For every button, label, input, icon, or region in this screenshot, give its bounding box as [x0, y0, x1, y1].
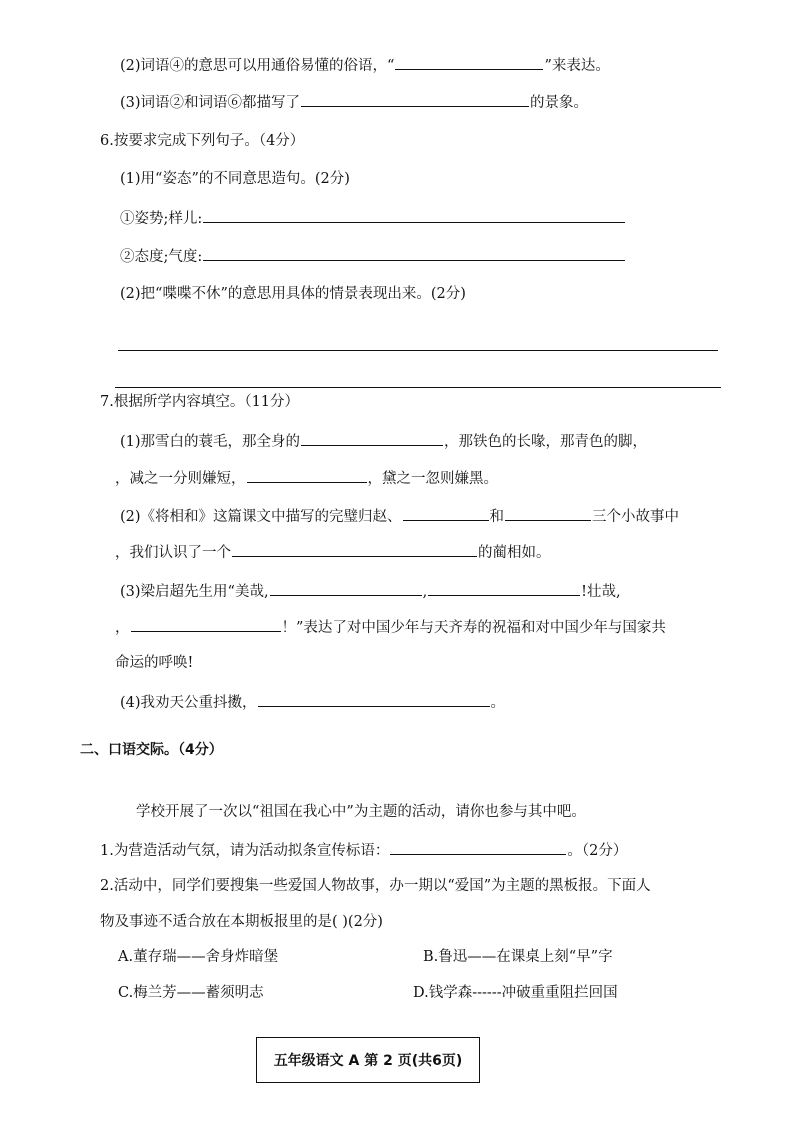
q5-sub3 [120, 91, 588, 113]
q7-line4-text: ，我们认识了一个 [115, 545, 231, 561]
answer-blank[interactable] [301, 91, 529, 107]
q5-sub3-text-end: 的景象。 [530, 95, 589, 111]
s2-q1 [100, 839, 627, 861]
answer-blank[interactable] [258, 691, 490, 707]
q7-title: 7.根据所学内容填空。（11分） [100, 394, 300, 410]
q7-line1-text: (1)那雪白的蓑毛，那全身的 [120, 434, 301, 450]
q7-line5-text: (3)梁启超先生用“美哉, [120, 584, 269, 600]
q7-line1-text-end: ，那铁色的长喙，那青色的脚， [444, 434, 648, 450]
q7-line3 [120, 505, 679, 527]
q7-line4 [115, 541, 551, 563]
q7-line5-comma: , [422, 584, 428, 600]
q5-sub2-text-end: ”来表达。 [544, 58, 610, 74]
answer-blank[interactable] [270, 580, 422, 596]
q6-meaning2-label: ②态度;气度: [120, 249, 203, 265]
answer-blank[interactable] [390, 839, 566, 855]
q7-line8-text-end: 。 [490, 695, 506, 711]
answer-blank[interactable] [232, 541, 477, 557]
answer-blank[interactable] [428, 580, 580, 596]
answer-blank[interactable] [203, 245, 625, 261]
q5-sub2-text: (2)词语④的意思可以用通俗易懂的俗语，“ [120, 58, 395, 74]
q7-line5-text-end: !壮哉, [581, 584, 621, 600]
q7-line8-text: (4)我劝天公重抖擞， [120, 695, 257, 711]
q7-line7: 命运的呼唤! [115, 655, 194, 671]
q7-line3-text-end: 三个小故事中 [592, 509, 680, 525]
q7-line1 [120, 430, 647, 452]
q7-line6 [115, 616, 666, 638]
q6-meaning1 [120, 207, 626, 229]
answer-blank[interactable] [301, 430, 443, 446]
answer-line[interactable] [118, 350, 718, 351]
answer-blank[interactable] [247, 467, 367, 483]
q6-meaning1-label: ①姿势;样儿: [120, 211, 203, 227]
q7-line2 [115, 467, 498, 489]
page-footer [256, 1037, 480, 1083]
section-intro: 学校开展了一次以“祖国在我心中”为主题的活动，请你也参与其中吧。 [136, 804, 586, 820]
answer-blank[interactable] [505, 505, 591, 521]
q7-line2-text: ，减之一分则嫌短， [115, 471, 246, 487]
q7-line4-text-end: 的蔺相如。 [478, 545, 551, 561]
q5-sub3-text: (3)词语②和词语⑥都描写了 [120, 95, 301, 111]
q5-sub2 [120, 54, 610, 76]
q7-line6-text-end: ！”表达了对中国少年与天齐寿的祝福和对中国少年与国家共 [281, 620, 666, 636]
q6-sub2: (2)把“喋喋不休”的意思用具体的情景表现出来。(2分) [120, 286, 466, 302]
answer-blank[interactable] [403, 505, 489, 521]
option-c: C.梅兰芳——蓄须明志 [118, 985, 264, 1001]
q6-title: 6.按要求完成下列句子。（4分） [100, 133, 305, 149]
page-number: 五年级语文 A 第 2 页(共6页) [273, 1053, 463, 1069]
answer-line[interactable] [115, 387, 721, 388]
option-d: D.钱学森------冲破重重阻拦回国 [413, 985, 618, 1001]
answer-blank[interactable] [395, 54, 543, 70]
q6-sub1: (1)用“姿态”的不同意思造句。(2分) [120, 171, 350, 187]
s2-q1-text-end: 。（2分） [567, 843, 628, 859]
q7-line2-text-end: ，黛之一忽则嫌黑。 [367, 471, 498, 487]
s2-q1-text: 1.为营造活动气氛，请为活动拟条宣传标语： [100, 843, 390, 859]
q7-line3-and: 和 [489, 509, 505, 525]
s2-q2-line2: 物及事迹不适合放在本期板报里的是( )(2分) [100, 914, 383, 930]
answer-blank[interactable] [203, 207, 625, 223]
answer-blank[interactable] [131, 616, 281, 632]
q7-line5 [120, 580, 621, 602]
q6-meaning2 [120, 245, 626, 267]
option-a: A.董存瑞——舍身炸暗堡 [118, 949, 279, 965]
q7-line6-text: ， [115, 620, 130, 636]
q7-line3-text: (2)《将相和》这篇课文中描写的完璧归赵、 [120, 509, 402, 525]
q7-line8 [120, 691, 505, 713]
section-title: 二、口语交际。（4分） [80, 742, 223, 758]
s2-q2-line1: 2.活动中，同学们要搜集一些爱国人物故事，办一期以“爱国”为主题的黑板报。下面人 [100, 878, 651, 894]
option-b: B.鲁迅——在课桌上刻“早”字 [423, 949, 613, 965]
